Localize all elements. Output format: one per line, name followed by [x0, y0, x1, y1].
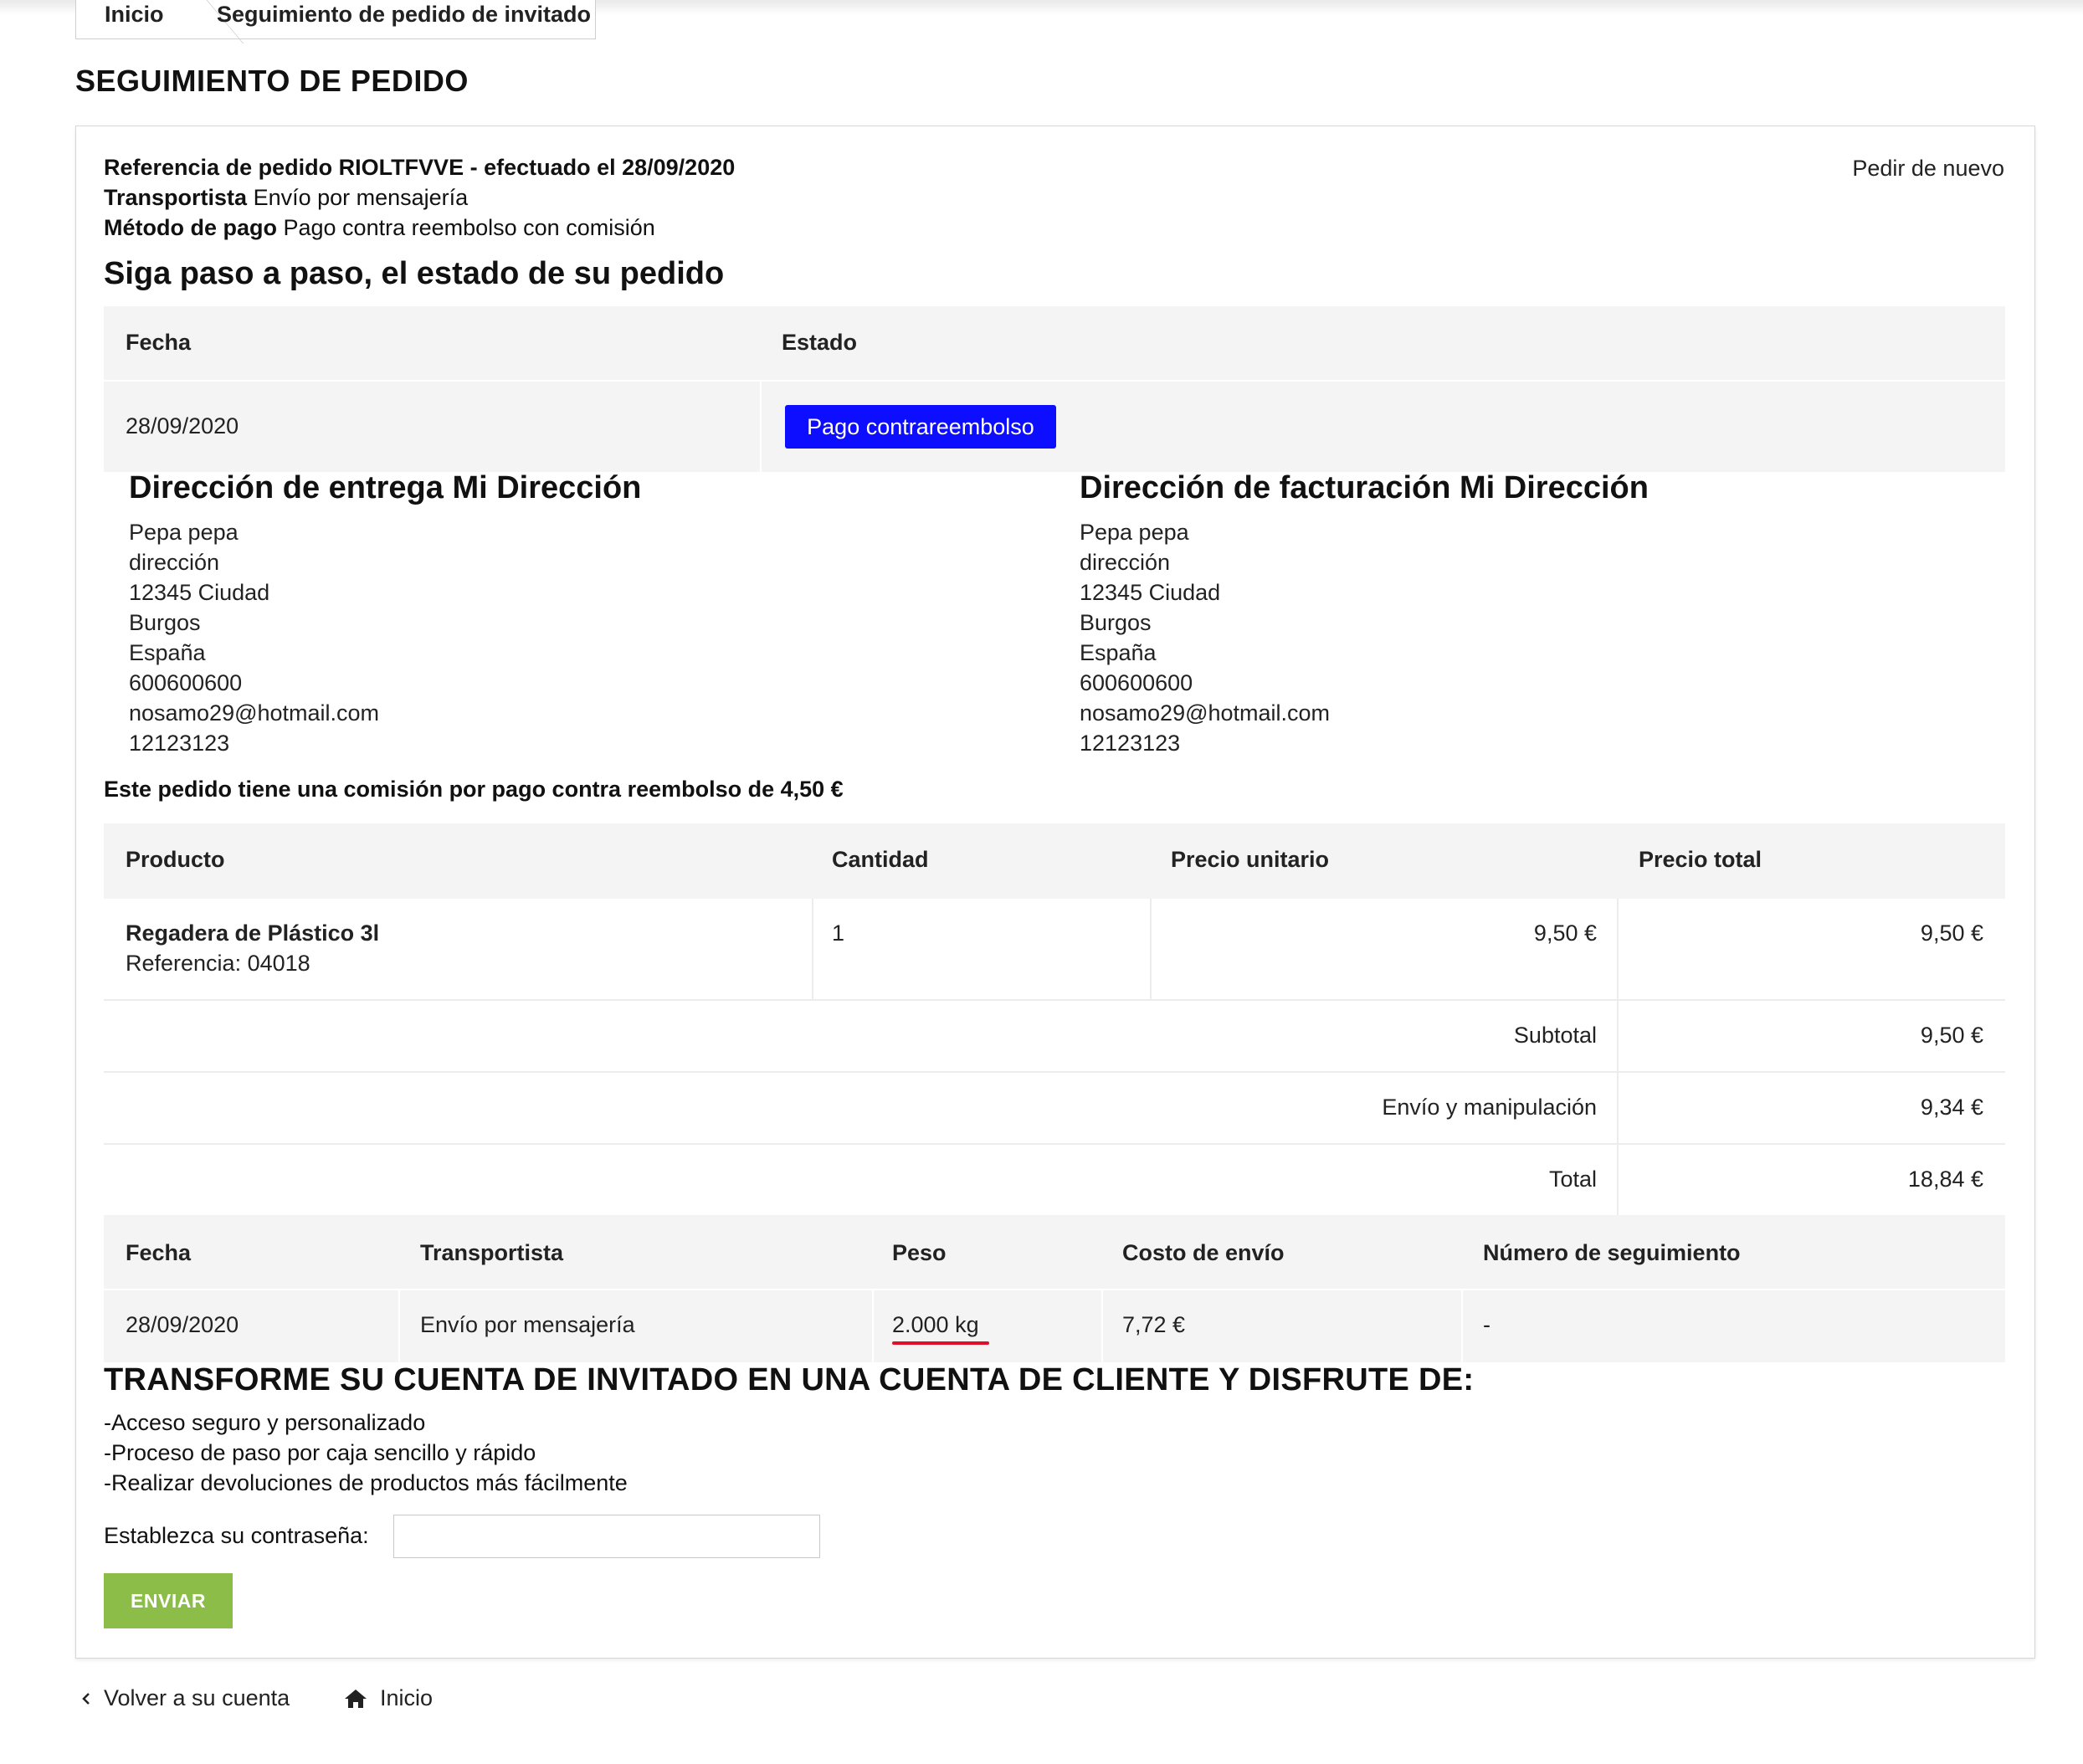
total-label: Total [1548, 1167, 1597, 1192]
address-line: 12345 Ciudad [129, 580, 270, 605]
divider [104, 1289, 2005, 1290]
total-value: 18,84 € [1907, 1167, 1983, 1192]
steps-row-date: 28/09/2020 [126, 413, 239, 438]
reorder-link[interactable]: Pedir de nuevo [1852, 156, 2004, 181]
address-line: Burgos [129, 610, 201, 635]
home-label: Inicio [380, 1685, 434, 1710]
benefit-item: -Acceso seguro y personalizado [104, 1410, 426, 1435]
password-input[interactable] [393, 1515, 820, 1558]
address-line: 600600600 [1080, 670, 1193, 695]
chevron-left-icon [80, 1690, 92, 1707]
product-quantity: 1 [832, 920, 845, 946]
status-badge: Pago contrareembolso [785, 405, 1056, 449]
address-line: dirección [1080, 550, 1171, 575]
breadcrumb [75, 0, 596, 39]
ship-row-date: 28/09/2020 [126, 1312, 239, 1337]
divider [104, 380, 2005, 382]
col-unit-price: Precio unitario [1171, 847, 1330, 872]
delivery-address [129, 517, 379, 758]
home-link[interactable] [343, 1685, 433, 1711]
product-unit-price: 9,50 € [1533, 920, 1597, 946]
address-line: Pepa pepa [129, 520, 239, 545]
ship-row-carrier: Envío por mensajería [420, 1312, 635, 1337]
steps-header-date: Fecha [126, 330, 192, 355]
guest-convert-title: TRANSFORME SU CUENTA DE INVITADO EN UNA CUENTA DE CLIENTE Y DISFRUTE DE: [104, 1362, 1475, 1397]
password-label: Establezca su contraseña: [104, 1523, 369, 1548]
breadcrumb-home-link[interactable]: Inicio [105, 2, 164, 27]
submit-button[interactable]: ENVIAR [104, 1573, 233, 1628]
ship-row-tracking: - [1483, 1312, 1490, 1337]
address-line: Pepa pepa [1080, 520, 1189, 545]
invoice-address [1080, 517, 1330, 758]
subtotal-value: 9,50 € [1920, 1023, 1983, 1048]
breadcrumb-current: Seguimiento de pedido de invitado [217, 2, 592, 27]
benefit-item: -Realizar devoluciones de productos más fácilmente [104, 1470, 628, 1495]
ship-row-weight: 2.000 kg [892, 1312, 979, 1337]
col-total-price: Precio total [1639, 847, 1762, 872]
divider [812, 899, 813, 999]
divider [104, 999, 2005, 1001]
product-name: Regadera de Plástico 3l [126, 920, 380, 946]
back-to-account-link[interactable] [80, 1685, 290, 1711]
order-info [104, 152, 735, 243]
commission-note: Este pedido tiene una comisión por pago contra reembolso de 4,50 € [104, 777, 844, 802]
address-line: 12123123 [129, 731, 230, 756]
steps-header-status: Estado [782, 330, 858, 355]
col-product: Producto [126, 847, 225, 872]
ship-row-cost: 7,72 € [1122, 1312, 1186, 1337]
address-line: 12345 Ciudad [1080, 580, 1221, 605]
divider [760, 382, 762, 472]
divider [1150, 899, 1152, 999]
divider [104, 1071, 2005, 1073]
address-line: España [1080, 640, 1157, 665]
divider [104, 1143, 2005, 1145]
divider [1617, 899, 1619, 1215]
order-steps-heading: Siga paso a paso, el estado de su pedido [104, 256, 725, 291]
address-line: 600600600 [129, 670, 243, 695]
ship-col-weight: Peso [892, 1240, 947, 1265]
ship-col-date: Fecha [126, 1240, 192, 1265]
back-to-account-label: Volver a su cuenta [104, 1685, 290, 1710]
shipping-value: 9,34 € [1920, 1095, 1983, 1120]
delivery-address-title: Dirección de entrega Mi Dirección [129, 470, 642, 505]
ship-col-cost: Costo de envío [1122, 1240, 1285, 1265]
carrier-label: Transportista [104, 185, 248, 210]
divider [398, 1290, 400, 1362]
benefits-list [104, 1408, 628, 1498]
product-total-price: 9,50 € [1920, 920, 1983, 946]
address-line: España [129, 640, 206, 665]
ship-col-carrier: Transportista [420, 1240, 564, 1265]
home-icon [343, 1688, 368, 1710]
weight-annotation-underline [892, 1341, 989, 1345]
benefit-item: -Proceso de paso por caja sencillo y rápido [104, 1440, 536, 1465]
divider [1101, 1290, 1103, 1362]
payment-value: Pago contra reembolso con comisión [283, 215, 655, 240]
divider [1461, 1290, 1463, 1362]
subtotal-label: Subtotal [1513, 1023, 1597, 1048]
shipping-label: Envío y manipulación [1382, 1095, 1597, 1120]
address-line: nosamo29@hotmail.com [1080, 700, 1331, 726]
divider [872, 1290, 874, 1362]
product-reference: Referencia: 04018 [126, 951, 310, 976]
page-title: SEGUIMIENTO DE PEDIDO [75, 64, 469, 98]
address-line: nosamo29@hotmail.com [129, 700, 380, 726]
address-line: 12123123 [1080, 731, 1181, 756]
address-line: dirección [129, 550, 220, 575]
invoice-address-title: Dirección de facturación Mi Dirección [1080, 470, 1649, 505]
ship-col-tracking: Número de seguimiento [1483, 1240, 1741, 1265]
address-line: Burgos [1080, 610, 1152, 635]
carrier-value: Envío por mensajería [253, 185, 469, 210]
payment-label: Método de pago [104, 215, 277, 240]
order-reference: Referencia de pedido RIOLTFVVE - efectuado el 28/09/2020 [104, 155, 736, 180]
col-quantity: Cantidad [832, 847, 929, 872]
